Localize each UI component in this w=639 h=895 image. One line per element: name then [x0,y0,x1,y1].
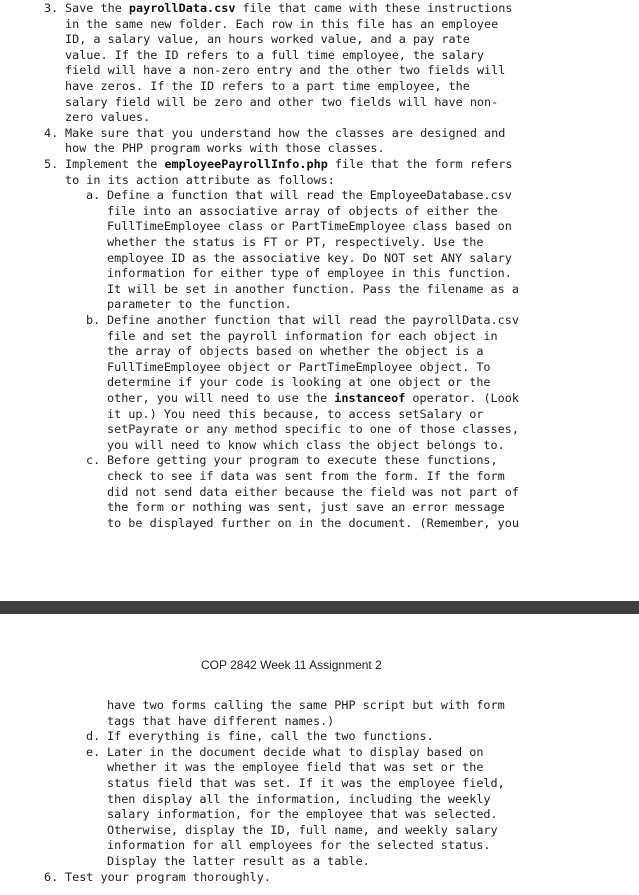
page-header: COP 2842 Week 11 Assignment 2 [201,658,382,672]
text-segment: zero values. [65,110,151,125]
text-segment: information for all employees for the selected status. [107,838,491,853]
list-item-number: 5. [44,157,59,171]
text-line [107,391,519,406]
text-line [107,760,483,775]
text-line [107,204,498,219]
text-segment: file that came with these instructions [235,1,513,15]
text-segment: operator. (Look [405,391,519,405]
text-segment: have two forms calling the same PHP script but with form [107,698,505,712]
text-segment: whether it was the employee field that was set or the [107,760,484,775]
text-line [65,63,505,78]
text-line [65,48,484,63]
text-segment: field will have a non-zero entry and the other two fields will [65,63,506,78]
text-line [65,141,385,156]
text-line [107,360,491,375]
text-segment: how the PHP program works with those classes. [65,141,385,156]
list-item-number: b. [86,313,101,327]
text-segment: file that the form refers [327,157,513,171]
text-segment: file and set the payroll information for each object in [107,328,498,343]
text-segment: information for either type of employee in this function. [107,266,512,281]
text-segment: FullTimeEmployee object or PartTimeEmployee object. To [107,359,491,374]
text-line [107,453,498,468]
text-segment: determine if your code is looking at one object or the [107,375,491,390]
text-segment: Implement the [65,157,165,171]
text-line [107,823,498,838]
text-segment: FullTimeEmployee class or PartTimeEmployee class based on [107,219,512,234]
text-line [65,17,498,32]
text-line [107,375,491,390]
list-item-number: 6. [44,869,59,884]
text-line [107,235,483,250]
text-line [65,870,271,885]
text-line [107,282,519,297]
text-line [107,698,505,713]
text-segment: to in its action attribute as follows: [65,172,335,187]
text-line [107,485,519,500]
text-segment: the array of objects based on whether the object is a [107,344,484,359]
text-segment: it up.) You need this because, to access setSalary or [107,406,484,421]
text-line [107,714,334,729]
text-segment: If everything is fine, call the two functions. [107,729,434,744]
text-line [107,838,491,853]
text-segment: It will be set in another function. Pass the filename as a [107,281,519,296]
text-segment: value. If the ID refers to a full time employee, the salary [65,47,485,62]
text-segment: to be displayed further on in the document. (Remember, you [107,515,519,530]
text-segment: setPayrate or any method specific to one of those classes, [107,422,519,437]
text-segment: have zeros. If the ID refers to a part time employee, the [65,79,470,93]
text-line [65,95,498,110]
text-segment: salary field will be zero and other two fields will have non- [65,94,499,109]
text-segment: Define another function that will read the payrollData.csv [107,313,519,327]
text-line [107,469,505,484]
text-segment: in the same new folder. Each row in this file has an employee [65,16,499,31]
text-line [107,313,519,328]
page-break-divider [0,601,639,614]
text-segment: the form or nothing was sent, just save an error message [107,500,505,515]
text-line [107,516,519,531]
text-segment: Test your program thoroughly. [65,869,271,884]
text-segment: whether the status is FT or PT, respectively. Use the [107,235,484,249]
text-line [107,407,483,422]
text-line [107,792,491,807]
text-line [107,188,512,203]
text-line [65,110,150,125]
bold-term: instanceof [334,391,406,405]
text-segment: Display the latter result as a table. [107,854,370,868]
text-line [107,251,512,266]
text-line [107,438,505,453]
text-segment: parameter to the function. [107,297,292,312]
list-item-number: 4. [44,125,59,140]
text-segment: Make sure that you understand how the classes are designed and [65,125,506,140]
text-segment: ID, a salary value, an hours worked value, and a pay rate [65,32,470,47]
text-segment: did not send data either because the field was not part of [107,484,519,499]
text-segment: then display all the information, including the weekly [107,791,491,806]
list-item-number: c. [86,453,101,468]
text-segment: employee ID as the associative key. Do NOT set ANY salary [107,250,512,265]
text-line [107,854,370,869]
text-line [107,329,498,344]
list-item-number: a. [86,188,101,203]
text-segment: status field that was set. If it was the employee field, [107,776,505,790]
text-line [107,219,512,234]
text-segment: file into an associative array of objects of either the [107,203,498,218]
text-segment: check to see if data was sent from the form. If the form [107,469,505,483]
list-item-number: e. [86,744,101,759]
text-line [107,500,505,515]
text-segment: Before getting your program to execute these functions, [107,453,498,468]
list-item-number: d. [86,729,101,744]
text-line [107,745,483,760]
text-line [107,807,498,822]
text-segment: salary information, for the employee that was selected. [107,807,498,822]
text-line [65,126,505,141]
text-segment: other, you will need to use the [107,391,335,405]
bold-term: employeePayrollInfo.php [164,157,328,171]
text-line [107,776,505,791]
text-line [107,297,292,312]
text-segment: Later in the document decide what to display based on [107,744,484,759]
text-segment: tags that have different names.) [107,713,335,728]
text-line [107,266,512,281]
text-line [65,157,512,172]
text-line [107,729,434,744]
text-line [107,422,519,437]
text-line [65,173,335,188]
text-segment: Save the [65,1,129,15]
text-line [65,32,470,47]
list-item-number: 3. [44,1,59,15]
text-segment: Define a function that will read the EmployeeDatabase.csv [107,188,512,203]
text-line [107,344,483,359]
text-line [65,1,512,16]
bold-term: payrollData.csv [128,1,236,15]
text-segment: you will need to know which class the object belongs to. [107,437,505,452]
text-segment: Otherwise, display the ID, full name, and weekly salary [107,822,498,837]
text-line [65,79,470,94]
